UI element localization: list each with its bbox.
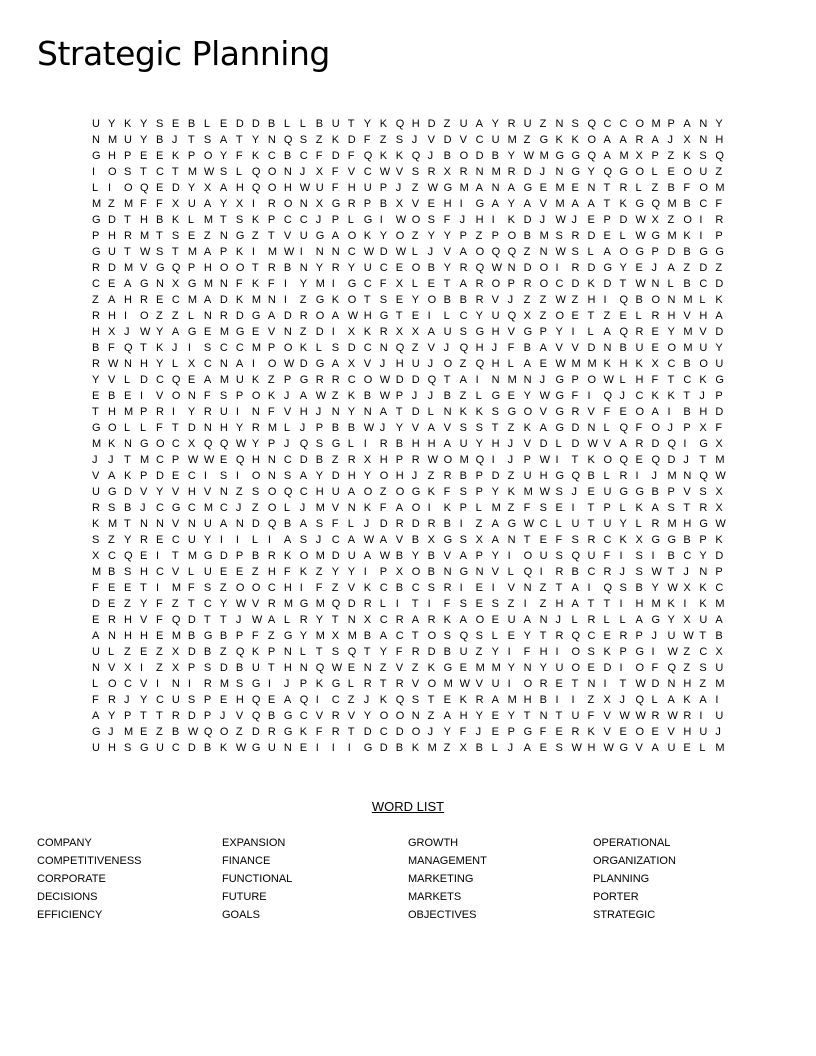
grid-row: F R J Y C U S P E H Q E A Q I C Z J K Q S T E K R A M H B I I Z X J Q L A K A I xyxy=(92,694,719,706)
grid-row: K M T N N V N U A N D Q B A S F L J D R D R B I Z A G W C L U T U Y L R M H G W xyxy=(92,518,726,530)
word-item: MANAGEMENT xyxy=(408,855,487,867)
word-item: GOALS xyxy=(222,909,260,921)
word-item: OBJECTIVES xyxy=(408,909,477,921)
grid-row: E B E I V O N F S P O K J A W Z K B W P J J B Z L G E Y W G F I Q J C K K T J P xyxy=(92,390,723,402)
grid-row: Z A H R E C M A D K M N I Z G K O T S E Y O B B R V J Z Z W Z H I Q B O N M L K xyxy=(92,294,723,306)
grid-row: H X J W Y A G E M G E V N Z D I X K R X X A U S G H V G P Y I L A Q R E Y M V D xyxy=(92,326,724,338)
grid-row: M B S H C V L U E E Z H F K Z Y Y I P X O B N G N V L Q I R B C R J S W T J N P xyxy=(92,566,723,578)
word-item: EXPANSION xyxy=(222,837,286,849)
grid-row: R H I O Z Z L N R D G A D R O A W H G T E I L C Y U Q X Z O E T Z E L R H V H A xyxy=(92,310,723,322)
word-item: MARKETS xyxy=(408,891,462,903)
grid-row: P H R M T S E Z N G Z T V U G A O K Y O Z Y Y P Z P O B M S R D E L W G M K I P xyxy=(92,230,723,242)
word-column xyxy=(593,834,773,924)
word-item: COMPETITIVENESS xyxy=(37,855,142,867)
grid-row: A N H H E M B G B P F Z G Y M X M B A C T O S Q S L E Y T R Q C E R P J U W T B xyxy=(92,630,723,642)
grid-row: F E E T I M F S Z O O C H I F Z V K C B C S R I E I V N Z T A I Q S B Y W X K C xyxy=(92,582,724,594)
word-list-heading: WORD LIST xyxy=(371,799,445,814)
word-item: FINANCE xyxy=(222,855,271,867)
word-column xyxy=(222,834,402,924)
grid-row: M K N G O C X Q Q W Y P J Q S G L I R B H H A U Y H J V D L D W V A R D Q I G X xyxy=(92,438,723,450)
word-item: OPERATIONAL xyxy=(593,837,671,849)
word-item: PLANNING xyxy=(593,873,650,885)
grid-row: G H P E E K P O Y F K C B C F D F Q K K Q J B O D B Y W M G G Q A M X P Z K S Q xyxy=(92,150,724,162)
word-item: FUNCTIONAL xyxy=(222,873,293,885)
word-item: FUTURE xyxy=(222,891,267,903)
word-item: COMPANY xyxy=(37,837,92,849)
grid-row: R S B J C G C M C J Z O L J M V N K F A O I K P L M Z F S E I T P L K A S T R X xyxy=(92,502,723,514)
grid-row: E R H V F Q D T T J W A L R Y T N X C R A R K A O E U A N J L R L L A G Y X U A xyxy=(92,614,723,626)
grid-row: G J M E Z B W Q O Z D R G K F R T D C D O J Y F J E P G F E R K V E O E V H U J xyxy=(92,726,721,738)
word-item: DECISIONS xyxy=(37,891,98,903)
grid-row: V A K P D E C I S I O N S A Y D H Y O H J Z R B P D Z U H G Q B L R I J M N Q W xyxy=(92,470,726,482)
grid-row: C E A G N X G M N F K F I Y M I G C F X L E T A R O P R O C D K D T W N L B C D xyxy=(92,278,724,290)
grid-row: R D M V G Q P H O O T R B N Y R Y U C E O B Y R Q W N D O I R D G Y E J A Z D Z xyxy=(92,262,723,274)
grid-row: L I O Q E D Y X A H Q O H W U F H U P J Z W G M A N A G E M E N T R L Z B F O M xyxy=(92,182,725,194)
word-item: EFFICIENCY xyxy=(37,909,103,921)
grid-row: G O L L F T D N H Y R M L J P B B W J Y V A V S S T Z K A G D N L Q F O J P X F xyxy=(92,422,723,434)
grid-row: S Z Y R E C U Y I I L I A S J C A W A V B X G S X A N T E F S R C K X G G B P K xyxy=(92,534,723,546)
grid-row: U G D V Y V H V N Z S O Q C H U A O Z O G K F S P Y K M W S J E U G G B P V S X xyxy=(92,486,723,498)
grid-row: U Y K Y S E B L E D D B L L B U T Y K Q H D Z U A Y R U Z N S Q C C O M P A N Y xyxy=(92,118,723,130)
grid-row: B F Q T K J I S C C M P O K L S D C N Q Z V J Q H J F B A V V D N B U E O M U Y xyxy=(92,342,723,354)
grid-row: T H M P R I Y R U I N F V H J N Y N A T D L N K K S G O V G R V F E O A I B H D xyxy=(92,406,724,418)
grid-row: M Z M F F X U A Y X I R O N X G R P B X V E H I G A Y A V M A A T K G Q M B C F xyxy=(92,198,723,210)
word-item: PORTER xyxy=(593,891,639,903)
grid-row: N M U Y B J T S A T Y N Q S Z K D F Z S J V D V C U M Z G K K O A A R A J X N H xyxy=(92,134,724,146)
word-item: MARKETING xyxy=(408,873,474,885)
grid-row: A Y P T T R D P J V Q B G C V R V Y O O N Z A H Y E Y T N T U F V W W R W R I U xyxy=(92,710,724,722)
grid-row: I O S T C T M W S L Q O N J X F V C W V S R X R N M R D J N G Y Q G O L E O U Z xyxy=(92,166,723,178)
grid-row: L O C V I N I R M S G I J P K G L R T R V O M W V U I O R E T N I T W D N H Z M xyxy=(92,678,725,690)
grid-row: D E Z Y F Z T C Y W V R M G M Q D R L I T I F S E S Z I Z H A T T I H M K I K M xyxy=(92,598,725,610)
grid-row: N V X I Z X P S D B U T H N Q W E N Z V Z K G E M M Y N Y U O E D I O F Q Z S U xyxy=(92,662,724,674)
word-item: STRATEGIC xyxy=(593,909,656,921)
grid-row: U H S G U C D B K W G U N E I I I G D B K M Z X B L J A E S W H W G V A U E L M xyxy=(92,742,725,754)
page-title: Strategic Planning xyxy=(37,34,330,73)
letter-grid xyxy=(92,116,742,756)
word-column xyxy=(37,834,217,924)
grid-row: U L Z E Z X D B Z Q K P N L T S Q T Y F R D B U Z Y I F H I O S K P G I W Z C X xyxy=(92,646,723,658)
grid-row: R W N H Y L X C N A I O W D G A X V J H U J O Z Q H L A E W M M K H K X C B O U xyxy=(92,358,724,370)
grid-row: X C Q E I T M G D P B R K O M D U A W B Y B V A P Y I O U S Q U F I S I B C Y D xyxy=(92,550,724,562)
grid-row: G D T H B K L M T S K P C C J P L G I W O S F J H I K D J W J E P D W X Z O I R xyxy=(92,214,724,226)
word-item: GROWTH xyxy=(408,837,459,849)
word-column xyxy=(408,834,588,924)
grid-row: Y V L D C Q E A M U K Z P G R R C O W D D Q T A I N M N J G P O W L H F T C K G xyxy=(92,374,724,386)
grid-row: J J T M C P W W E Q H N C D B Z R X H P R W O M Q I J P W I T K O Q E Q D J T M xyxy=(92,454,725,466)
word-item: CORPORATE xyxy=(37,873,106,885)
word-item: ORGANIZATION xyxy=(593,855,676,867)
grid-row: G U T W S T M A P K I M W I N N C W D W L J V A O Q Q Z N W S L A O G P D B G G xyxy=(92,246,724,258)
